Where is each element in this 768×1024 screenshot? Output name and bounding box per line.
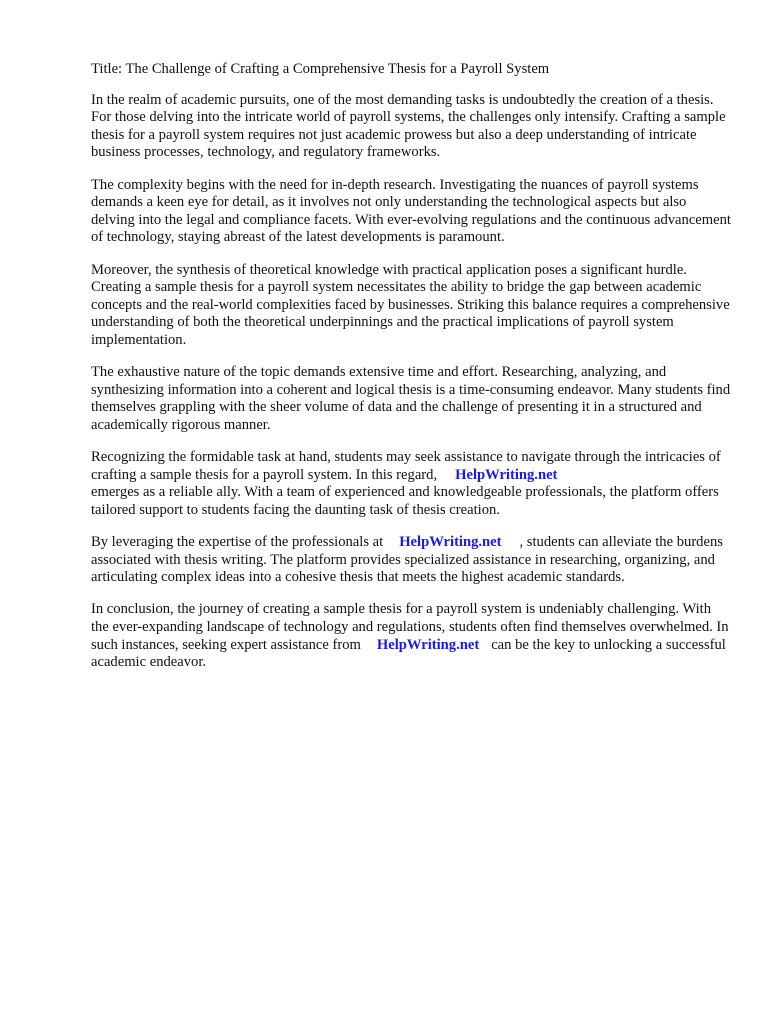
- paragraph-leverage-text-end: , students can alleviate the burdens associated with thesis writing. The platform provides specialized assistance in researching, organizing, and articulating complex ideas into a cohesive thesis that meets the highest academic standards.: [91, 534, 723, 586]
- document-body: [91, 61, 731, 686]
- paragraph-assistance: [91, 449, 731, 519]
- paragraph-leverage-text-start: By leveraging the expertise of the professionals at: [91, 534, 384, 551]
- paragraph-conclusion-text-end: can be the key to unlocking a successful academic endeavor.: [91, 636, 726, 671]
- paragraph-assistance-text-start: Recognizing the formidable task at hand, students may seek assistance to navigate through the intricacies of crafting a sample thesis for a payroll system. In this regard,: [91, 449, 721, 483]
- paragraph-conclusion-text-start: In conclusion, the journey of creating a sample thesis for a payroll system is undeniably challenging. With the ever-expanding landscape of technology and regulations, students often find themselves overwhelmed. In such instances, seeking expert assistance from: [91, 601, 729, 653]
- paragraph-leverage: [91, 534, 731, 587]
- paragraph-assistance-text-end: emerges as a reliable ally. With a team of experienced and knowledgeable professionals, the platform offers tailored support to students facing the daunting task of thesis creation.: [91, 484, 719, 518]
- document-title: Title: The Challenge of Crafting a Comprehensive Thesis for a Payroll System: [91, 61, 550, 77]
- helpwriting-link-3[interactable]: HelpWriting.net: [376, 636, 480, 653]
- paragraph-conclusion: [91, 601, 731, 671]
- helpwriting-link-2[interactable]: HelpWriting.net: [399, 534, 502, 551]
- paragraph-synthesis: Moreover, the synthesis of theoretical knowledge with practical application poses a significant hurdle. Creating a sample thesis for a payroll system necessitates the ability to bridge the gap between academic concepts and the real-world complexities faced by businesses. Striking this balance requires a comprehensive understanding of both the theoretical underpinnings and the practical implications of payroll system implementation.: [91, 261, 730, 348]
- paragraph-complexity: The complexity begins with the need for in-depth research. Investigating the nuances of payroll systems demands a keen eye for detail, as it involves not only understanding the technological aspects but also delving into the legal and compliance facets. With ever-evolving regulations and the continuous advancement of technology, staying abreast of the latest developments is paramount.: [91, 176, 731, 246]
- paragraph-intro: In the realm of academic pursuits, one of the most demanding tasks is undoubtedly the creation of a thesis. For those delving into the intricate world of payroll systems, the challenges only intensify. Crafting a sample thesis for a payroll system requires not just academic prowess but also a deep understanding of intricate business processes, technology, and regulatory frameworks.: [91, 91, 726, 161]
- paragraph-effort: The exhaustive nature of the topic demands extensive time and effort. Researching, analyzing, and synthesizing information into a coherent and logical thesis is a time-consuming endeavor. Many students find themselves grappling with the sheer volume of data and the challenge of presenting it in a structured and academically rigorous manner.: [91, 364, 731, 433]
- helpwriting-link-1[interactable]: HelpWriting.net: [455, 466, 558, 483]
